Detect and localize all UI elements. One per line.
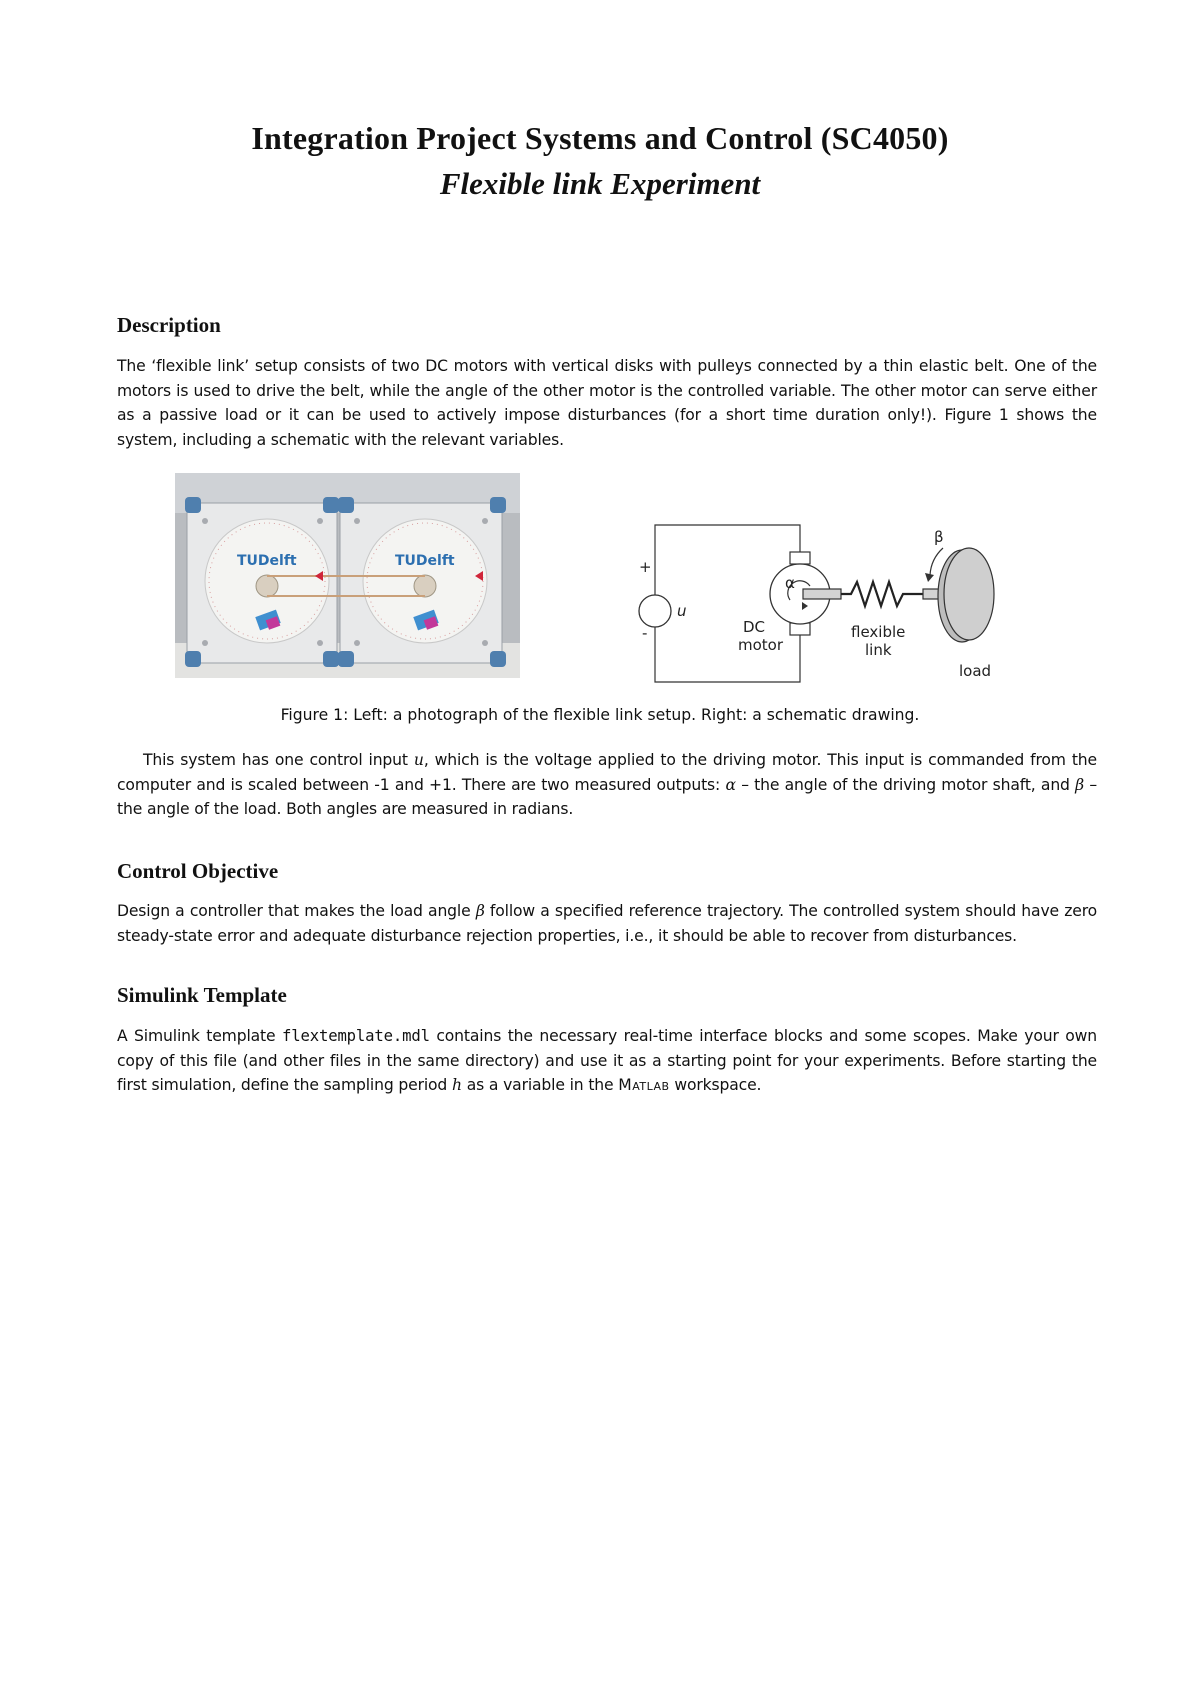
document-title: Integration Project Systems and Control (SC4050)	[251, 120, 949, 156]
figure-caption: Figure 1: Left: a photograph of the flexible link setup. Right: a schematic drawing.	[280, 706, 920, 724]
section-heading-description: Description	[117, 313, 221, 337]
load-label: load	[959, 662, 992, 680]
simulink-paragraph: A Simulink template flextemplate.mdl contains the necessary real-time interface blocks and some scopes. Make your own copy of this file (and other files in the same directory) and use it as a starting point for your experiments. Before starting the first simulation, define the sampling period h as a variable in the Matlab workspace.	[117, 1027, 1097, 1094]
input-u-label: u	[677, 602, 687, 620]
document-subtitle: Flexible link Experiment	[439, 166, 761, 201]
flexible-link-label-line2: link	[865, 641, 892, 659]
system-paragraph: This system has one control input u, which is the voltage applied to the driving motor. This input is commanded from the computer and is scaled between -1 and +1. There are two measured outputs: α – the angle of the driving motor shaft, and β – the angle of the load. Both angles are measured in radians.	[117, 751, 1097, 818]
section-heading-control-objective: Control Objective	[117, 859, 279, 883]
plus-sign: +	[639, 558, 652, 576]
tudelft-logo-left: TUDelft	[237, 553, 297, 569]
filename-code: flextemplate.mdl	[282, 1027, 430, 1045]
control-objective-paragraph: Design a controller that makes the load angle β follow a specified reference trajectory. The controlled system should have zero steady-state error and adequate disturbance rejection properties, i.e., it should be able to recover from disturbances.	[117, 902, 1098, 945]
section-heading-simulink-template: Simulink Template	[117, 983, 287, 1007]
description-paragraph: The ‘flexible link’ setup consists of two DC motors with vertical disks with pulleys connected by a thin elastic belt. One of the motors is used to drive the belt, while the angle of the other motor is the controlled variable. The other motor can serve either as a passive load or it can be used to actively impose disturbances (for a short time duration only!). Figure 1 shows the system, including a schematic with the relevant variables.	[117, 357, 1097, 449]
beta-label: β	[934, 528, 944, 546]
flexible-link-label-line1: flexible	[851, 623, 906, 641]
schematic-drawing	[625, 520, 1045, 690]
setup-photograph	[175, 473, 520, 678]
motor-label-line2: motor	[738, 636, 784, 654]
tudelft-logo-right: TUDelft	[395, 553, 455, 569]
minus-sign: -	[642, 624, 648, 642]
motor-label-line1: DC	[743, 618, 766, 636]
alpha-label: α	[785, 574, 795, 592]
